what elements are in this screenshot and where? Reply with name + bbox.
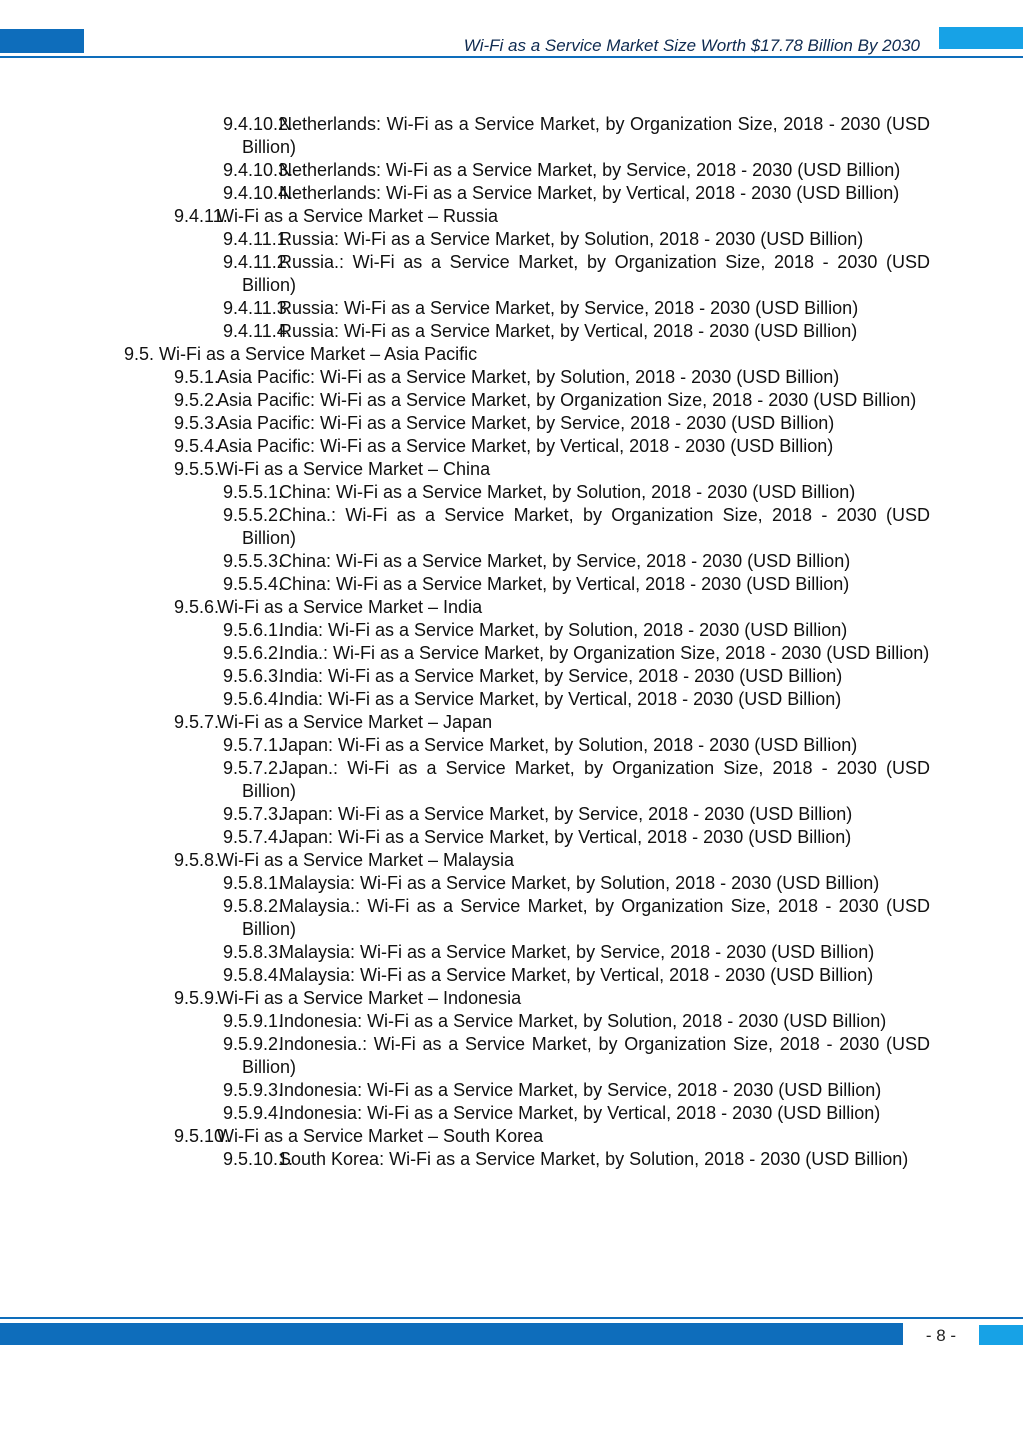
- toc-entry-number: 9.5.5.3.: [223, 551, 284, 571]
- toc-entry-number: 9.5.6.4.: [223, 689, 284, 709]
- toc-entry-number: 9.5.6.: [174, 597, 220, 617]
- toc-entry-number: 9.5.5.: [174, 459, 220, 479]
- toc-entry-text: Japan: Wi-Fi as a Service Market, by Vertical, 2018 - 2030 (USD Billion): [279, 827, 852, 847]
- toc-entry: [0, 849, 930, 872]
- toc-entry-number: 9.5.10.: [174, 1126, 230, 1146]
- toc-entry-text: Wi-Fi as a Service Market – South Korea: [217, 1126, 544, 1146]
- toc-entry-text: Indonesia: Wi-Fi as a Service Market, by Service, 2018 - 2030 (USD Billion): [279, 1080, 882, 1100]
- toc-entry: [0, 964, 930, 987]
- toc-entry-text: Malaysia: Wi-Fi as a Service Market, by Solution, 2018 - 2030 (USD Billion): [279, 873, 880, 893]
- header-title: Wi-Fi as a Service Market Size Worth $17.78 Billion By 2030: [463, 36, 920, 55]
- toc-entry-text: India: Wi-Fi as a Service Market, by Service, 2018 - 2030 (USD Billion): [279, 666, 843, 686]
- toc-entry: [0, 343, 930, 366]
- toc-entry: [0, 1033, 930, 1079]
- toc-entry-number: 9.5.6.2.: [223, 643, 284, 663]
- toc-entry-number: 9.5.9.3.: [223, 1080, 284, 1100]
- toc-entry-number: 9.5.8.2.: [223, 896, 284, 916]
- toc-entry-number: 9.4.10.2.: [223, 114, 294, 134]
- toc-entry-text: Wi-Fi as a Service Market – Malaysia: [217, 850, 515, 870]
- toc-entry-number: 9.5.8.1.: [223, 873, 284, 893]
- toc-entry: [0, 895, 930, 941]
- toc-entry: [0, 642, 930, 665]
- toc-entry: [0, 435, 930, 458]
- toc-entry-number: 9.5.5.1.: [223, 482, 284, 502]
- toc-entry-number: 9.5.8.4.: [223, 965, 284, 985]
- toc-entry-number: 9.5.7.2.: [223, 758, 284, 778]
- toc-entry-text: Japan: Wi-Fi as a Service Market, by Service, 2018 - 2030 (USD Billion): [279, 804, 853, 824]
- toc-entry-number: 9.5.6.1.: [223, 620, 284, 640]
- toc-entry: [0, 389, 930, 412]
- toc-entry: [0, 573, 930, 596]
- toc-entry: [0, 205, 930, 228]
- toc-entry: [0, 734, 930, 757]
- toc-entry-number: 9.5.5.2.: [223, 505, 284, 525]
- toc-entry-text: Russia: Wi-Fi as a Service Market, by Solution, 2018 - 2030 (USD Billion): [279, 229, 864, 249]
- toc-entry-number: 9.5.3.: [174, 413, 220, 433]
- toc-entry: [0, 320, 930, 343]
- toc-entry: [0, 1102, 930, 1125]
- header-block-left: [0, 29, 84, 53]
- toc-entry-number: 9.5.7.4.: [223, 827, 284, 847]
- page-number: - 8 -: [925, 1326, 957, 1345]
- toc-entry: [0, 182, 930, 205]
- toc-entry-text: Indonesia: Wi-Fi as a Service Market, by Vertical, 2018 - 2030 (USD Billion): [279, 1103, 881, 1123]
- toc-entry-text: Indonesia.: Wi-Fi as a Service Market, by Organization Size, 2018 - 2030 (USD Billion): [242, 1034, 930, 1077]
- toc-entry: [0, 872, 930, 895]
- toc-entry-text: Malaysia.: Wi-Fi as a Service Market, by Organization Size, 2018 - 2030 (USD Billion): [242, 896, 930, 939]
- toc-entry-number: 9.5.1.: [174, 367, 220, 387]
- header-block-right: [939, 27, 1023, 49]
- toc-entry-text: China: Wi-Fi as a Service Market, by Solution, 2018 - 2030 (USD Billion): [279, 482, 856, 502]
- toc-entry-text: China: Wi-Fi as a Service Market, by Vertical, 2018 - 2030 (USD Billion): [279, 574, 850, 594]
- toc-entry: [0, 826, 930, 849]
- toc-entry: [0, 1079, 930, 1102]
- toc-entry-number: 9.5.7.: [174, 712, 220, 732]
- toc-entry-number: 9.4.10.3.: [223, 160, 294, 180]
- toc-entry: [0, 619, 930, 642]
- toc-entry-number: 9.4.11.: [174, 206, 228, 226]
- toc-entry-text: Russia: Wi-Fi as a Service Market, by Service, 2018 - 2030 (USD Billion): [279, 298, 859, 318]
- toc-entry-text: Wi-Fi as a Service Market – Asia Pacific: [159, 344, 478, 364]
- toc-entry-number: 9.5.7.1.: [223, 735, 284, 755]
- header-rule: [0, 56, 1023, 58]
- toc-entry: [0, 987, 930, 1010]
- toc-entry-number: 9.5.2.: [174, 390, 220, 410]
- toc-entry-number: 9.5.8.: [174, 850, 220, 870]
- toc-entry: [0, 159, 930, 182]
- toc-entry-text: South Korea: Wi-Fi as a Service Market, by Solution, 2018 - 2030 (USD Billion): [279, 1149, 909, 1169]
- toc-entry: [0, 251, 930, 297]
- toc-entry-text: Netherlands: Wi-Fi as a Service Market, by Service, 2018 - 2030 (USD Billion): [279, 160, 901, 180]
- toc-entry-number: 9.5.4.: [174, 436, 220, 456]
- footer-bar: [0, 1323, 903, 1345]
- footer-rule: [0, 1317, 1023, 1319]
- toc-entry-text: Wi-Fi as a Service Market – Japan: [217, 712, 493, 732]
- toc-entry-number: 9.5.: [124, 344, 155, 364]
- toc-entry-number: 9.4.11.3.: [223, 298, 292, 318]
- toc-entry: [0, 757, 930, 803]
- toc-entry: [0, 1125, 930, 1148]
- toc-entry-number: 9.5.9.1.: [223, 1011, 284, 1031]
- toc-entry-text: Wi-Fi as a Service Market – Russia: [217, 206, 499, 226]
- toc-entry-text: Malaysia: Wi-Fi as a Service Market, by Service, 2018 - 2030 (USD Billion): [279, 942, 875, 962]
- toc-entry-text: Netherlands: Wi-Fi as a Service Market, by Organization Size, 2018 - 2030 (USD Billion): [242, 114, 930, 157]
- toc-entry-text: India.: Wi-Fi as a Service Market, by Organization Size, 2018 - 2030 (USD Billion): [279, 643, 930, 663]
- toc-entry-text: Wi-Fi as a Service Market – China: [217, 459, 491, 479]
- toc-entry-number: 9.4.10.4.: [223, 183, 294, 203]
- toc-entry-text: Asia Pacific: Wi-Fi as a Service Market, by Vertical, 2018 - 2030 (USD Billion): [217, 436, 834, 456]
- toc-entry: [0, 504, 930, 550]
- table-of-contents: [0, 113, 1023, 1171]
- toc-entry-text: Russia.: Wi-Fi as a Service Market, by Organization Size, 2018 - 2030 (USD Billion): [242, 252, 930, 295]
- toc-entry-number: 9.5.9.2.: [223, 1034, 284, 1054]
- toc-entry-text: Asia Pacific: Wi-Fi as a Service Market, by Service, 2018 - 2030 (USD Billion): [217, 413, 835, 433]
- toc-entry-text: Wi-Fi as a Service Market – India: [217, 597, 483, 617]
- toc-entry: [0, 803, 930, 826]
- toc-entry-number: 9.5.9.: [174, 988, 220, 1008]
- toc-entry: [0, 458, 930, 481]
- toc-entry: [0, 297, 930, 320]
- toc-entry: [0, 481, 930, 504]
- toc-entry-number: 9.5.9.4.: [223, 1103, 284, 1123]
- toc-entry-text: Asia Pacific: Wi-Fi as a Service Market, by Solution, 2018 - 2030 (USD Billion): [217, 367, 840, 387]
- toc-entry-text: India: Wi-Fi as a Service Market, by Vertical, 2018 - 2030 (USD Billion): [279, 689, 842, 709]
- footer-block-right: [979, 1325, 1023, 1345]
- toc-entry-number: 9.5.10.1.: [223, 1149, 294, 1169]
- toc-entry: [0, 113, 930, 159]
- toc-entry: [0, 711, 930, 734]
- toc-entry-number: 9.5.8.3.: [223, 942, 284, 962]
- toc-entry: [0, 941, 930, 964]
- toc-entry: [0, 1010, 930, 1033]
- toc-entry: [0, 665, 930, 688]
- toc-entry-number: 9.4.11.4.: [223, 321, 292, 341]
- toc-entry-text: Japan: Wi-Fi as a Service Market, by Solution, 2018 - 2030 (USD Billion): [279, 735, 858, 755]
- toc-entry-number: 9.4.11.1.: [223, 229, 292, 249]
- toc-entry-text: Russia: Wi-Fi as a Service Market, by Vertical, 2018 - 2030 (USD Billion): [279, 321, 858, 341]
- toc-entry-text: Netherlands: Wi-Fi as a Service Market, by Vertical, 2018 - 2030 (USD Billion): [279, 183, 900, 203]
- toc-entry: [0, 1148, 930, 1171]
- toc-entry: [0, 412, 930, 435]
- toc-entry-text: Asia Pacific: Wi-Fi as a Service Market, by Organization Size, 2018 - 2030 (USD Billion): [217, 390, 917, 410]
- toc-entry-text: China.: Wi-Fi as a Service Market, by Organization Size, 2018 - 2030 (USD Billion): [242, 505, 930, 548]
- toc-entry: [0, 366, 930, 389]
- toc-entry-text: India: Wi-Fi as a Service Market, by Solution, 2018 - 2030 (USD Billion): [279, 620, 848, 640]
- toc-entry-number: 9.4.11.2.: [223, 252, 292, 272]
- toc-entry-text: Indonesia: Wi-Fi as a Service Market, by Solution, 2018 - 2030 (USD Billion): [279, 1011, 887, 1031]
- toc-entry-number: 9.5.5.4.: [223, 574, 284, 594]
- toc-entry: [0, 688, 930, 711]
- toc-entry-number: 9.5.6.3.: [223, 666, 284, 686]
- toc-entry: [0, 596, 930, 619]
- toc-entry: [0, 550, 930, 573]
- toc-entry-number: 9.5.7.3.: [223, 804, 284, 824]
- toc-entry: [0, 228, 930, 251]
- toc-entry-text: Wi-Fi as a Service Market – Indonesia: [217, 988, 522, 1008]
- toc-entry-text: China: Wi-Fi as a Service Market, by Service, 2018 - 2030 (USD Billion): [279, 551, 851, 571]
- toc-entry-text: Malaysia: Wi-Fi as a Service Market, by Vertical, 2018 - 2030 (USD Billion): [279, 965, 874, 985]
- toc-entry-text: Japan.: Wi-Fi as a Service Market, by Organization Size, 2018 - 2030 (USD Billion): [242, 758, 930, 801]
